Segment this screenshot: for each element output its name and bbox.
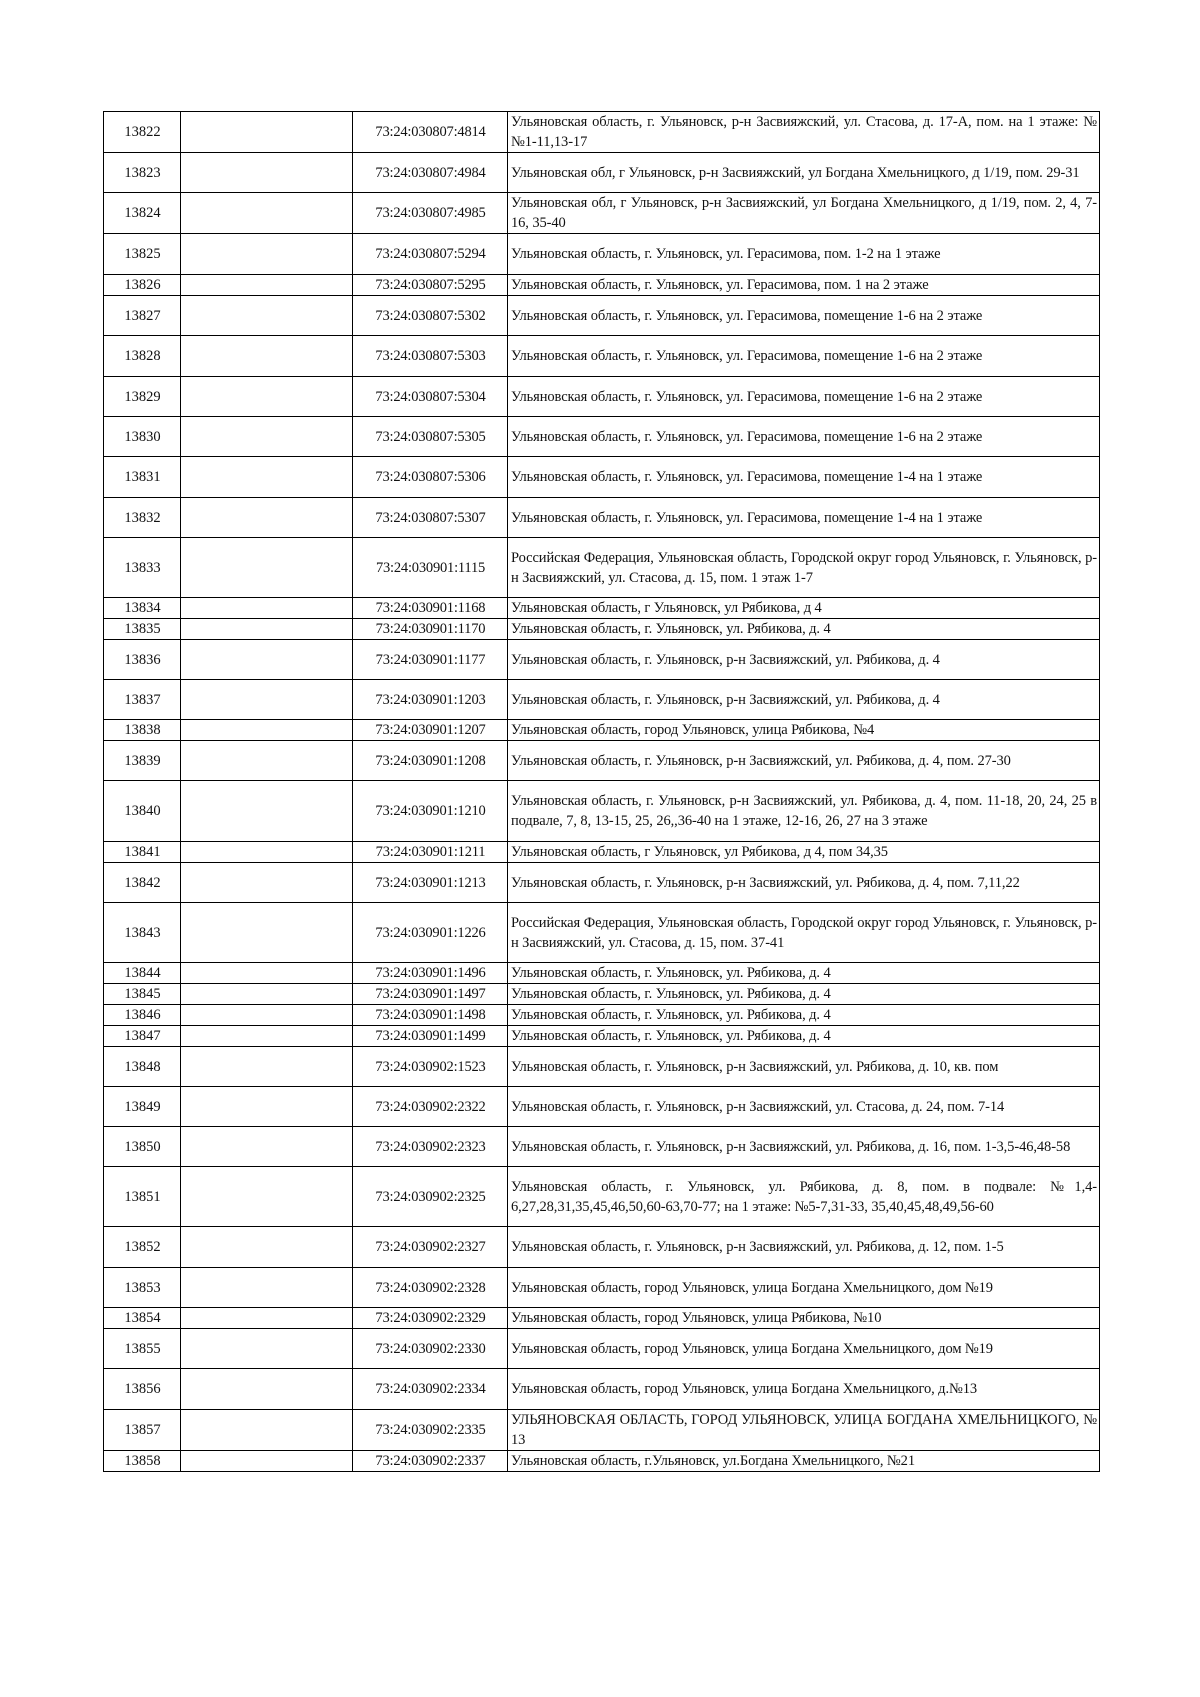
cadastral-number-cell: 73:24:030807:4984 — [353, 153, 508, 193]
row-number-cell: 13849 — [104, 1087, 181, 1127]
address-cell: Ульяновская область, г. Ульяновск, ул. Рябикова, д. 4 — [508, 1005, 1100, 1026]
cadastral-number-cell: 73:24:030901:1207 — [353, 720, 508, 741]
cadastral-number-cell: 73:24:030902:2330 — [353, 1329, 508, 1369]
row-number-cell: 13846 — [104, 1005, 181, 1026]
row-number-cell: 13832 — [104, 498, 181, 538]
cadastral-number-cell: 73:24:030807:5307 — [353, 498, 508, 538]
owner-cell — [181, 377, 353, 417]
cadastral-number-cell: 73:24:030901:1170 — [353, 619, 508, 640]
cadastral-number-cell: 73:24:030807:5305 — [353, 417, 508, 457]
owner-cell — [181, 1268, 353, 1308]
owner-cell — [181, 1369, 353, 1410]
address-cell: Ульяновская область, город Ульяновск, улица Рябикова, №10 — [508, 1308, 1100, 1329]
owner-cell — [181, 1410, 353, 1451]
row-number-cell: 13834 — [104, 598, 181, 619]
table-row — [104, 193, 1100, 234]
row-number-cell: 13835 — [104, 619, 181, 640]
table-row — [104, 741, 1100, 781]
owner-cell — [181, 417, 353, 457]
table-row — [104, 234, 1100, 275]
row-number-cell: 13825 — [104, 234, 181, 275]
table-row — [104, 417, 1100, 457]
table-row — [104, 538, 1100, 598]
row-number-cell: 13847 — [104, 1026, 181, 1047]
table-row — [104, 498, 1100, 538]
owner-cell — [181, 1047, 353, 1087]
owner-cell — [181, 1227, 353, 1268]
table-row — [104, 680, 1100, 720]
row-number-cell: 13831 — [104, 457, 181, 498]
address-cell: Ульяновская область, город Ульяновск, улица Рябикова, №4 — [508, 720, 1100, 741]
owner-cell — [181, 1167, 353, 1227]
table-row — [104, 984, 1100, 1005]
address-cell: Ульяновская область, г. Ульяновск, р-н Засвияжский, ул. Рябикова, д. 4 — [508, 640, 1100, 680]
address-cell: Ульяновская область, город Ульяновск, улица Богдана Хмельницкого, дом №19 — [508, 1329, 1100, 1369]
cadastral-number-cell: 73:24:030901:1496 — [353, 963, 508, 984]
owner-cell — [181, 1087, 353, 1127]
row-number-cell: 13857 — [104, 1410, 181, 1451]
owner-cell — [181, 336, 353, 377]
owner-cell — [181, 963, 353, 984]
cadastral-number-cell: 73:24:030902:2323 — [353, 1127, 508, 1167]
row-number-cell: 13841 — [104, 842, 181, 863]
address-cell: Ульяновская область, г. Ульяновск, ул. Герасимова, помещение 1-6 на 2 этаже — [508, 417, 1100, 457]
address-cell: Ульяновская область, г. Ульяновск, ул. Герасимова, помещение 1-6 на 2 этаже — [508, 377, 1100, 417]
row-number-cell: 13839 — [104, 741, 181, 781]
table-row — [104, 1167, 1100, 1227]
address-cell: Ульяновская обл, г Ульяновск, р-н Засвияжский, ул Богдана Хмельницкого, д 1/19, пом. 2, 4, 7-16, 35-40 — [508, 193, 1100, 234]
address-cell: Ульяновская область, г. Ульяновск, ул. Рябикова, д. 4 — [508, 963, 1100, 984]
row-number-cell: 13858 — [104, 1451, 181, 1472]
cadastral-number-cell: 73:24:030901:1203 — [353, 680, 508, 720]
owner-cell — [181, 863, 353, 903]
table-row — [104, 1268, 1100, 1308]
table-row — [104, 275, 1100, 296]
row-number-cell: 13848 — [104, 1047, 181, 1087]
owner-cell — [181, 741, 353, 781]
table-row — [104, 1087, 1100, 1127]
owner-cell — [181, 538, 353, 598]
address-cell: Ульяновская область, г Ульяновск, ул Рябикова, д 4 — [508, 598, 1100, 619]
address-cell: Ульяновская область, г. Ульяновск, ул. Герасимова, помещение 1-6 на 2 этаже — [508, 296, 1100, 336]
row-number-cell: 13838 — [104, 720, 181, 741]
owner-cell — [181, 842, 353, 863]
address-cell: Ульяновская область, г. Ульяновск, ул. Рябикова, д. 4 — [508, 984, 1100, 1005]
table-row — [104, 153, 1100, 193]
owner-cell — [181, 1005, 353, 1026]
address-cell: Ульяновская область, г. Ульяновск, ул. Герасимова, пом. 1-2 на 1 этаже — [508, 234, 1100, 275]
table-row — [104, 863, 1100, 903]
address-cell: Ульяновская область, г. Ульяновск, р-н Засвияжский, ул. Стасова, д. 17-А, пом. на 1 этаже: №№1-11,13-17 — [508, 112, 1100, 153]
address-cell: Ульяновская область, г Ульяновск, ул Рябикова, д 4, пом 34,35 — [508, 842, 1100, 863]
owner-cell — [181, 1329, 353, 1369]
address-cell: Ульяновская область, г. Ульяновск, ул. Рябикова, д. 4 — [508, 619, 1100, 640]
cadastral-number-cell: 73:24:030902:2328 — [353, 1268, 508, 1308]
cadastral-number-cell: 73:24:030902:2327 — [353, 1227, 508, 1268]
cadastral-number-cell: 73:24:030902:2322 — [353, 1087, 508, 1127]
address-cell: Ульяновская область, г. Ульяновск, р-н Засвияжский, ул. Рябикова, д. 4, пом. 7,11,22 — [508, 863, 1100, 903]
row-number-cell: 13836 — [104, 640, 181, 680]
owner-cell — [181, 498, 353, 538]
cadastral-number-cell: 73:24:030807:5303 — [353, 336, 508, 377]
owner-cell — [181, 984, 353, 1005]
row-number-cell: 13856 — [104, 1369, 181, 1410]
table-row — [104, 598, 1100, 619]
address-cell: Ульяновская обл, г Ульяновск, р-н Засвияжский, ул Богдана Хмельницкого, д 1/19, пом. 29-31 — [508, 153, 1100, 193]
row-number-cell: 13844 — [104, 963, 181, 984]
owner-cell — [181, 1451, 353, 1472]
cadastral-number-cell: 73:24:030901:1498 — [353, 1005, 508, 1026]
owner-cell — [181, 640, 353, 680]
owner-cell — [181, 153, 353, 193]
owner-cell — [181, 234, 353, 275]
table-row — [104, 377, 1100, 417]
row-number-cell: 13854 — [104, 1308, 181, 1329]
cadastral-number-cell: 73:24:030807:5306 — [353, 457, 508, 498]
address-cell: Российская Федерация, Ульяновская область, Городской округ город Ульяновск, г. Ульяновск, р-н Засвияжский, ул. Стасова, д. 15, пом. 1 этаж 1-7 — [508, 538, 1100, 598]
table-row — [104, 1451, 1100, 1472]
row-number-cell: 13823 — [104, 153, 181, 193]
address-cell: Ульяновская область, г. Ульяновск, р-н Засвияжский, ул. Рябикова, д. 4 — [508, 680, 1100, 720]
table-row — [104, 1369, 1100, 1410]
row-number-cell: 13833 — [104, 538, 181, 598]
owner-cell — [181, 296, 353, 336]
table-row — [104, 1308, 1100, 1329]
cadastral-number-cell: 73:24:030902:2325 — [353, 1167, 508, 1227]
address-cell: Ульяновская область, г. Ульяновск, р-н Засвияжский, ул. Стасова, д. 24, пом. 7-14 — [508, 1087, 1100, 1127]
owner-cell — [181, 457, 353, 498]
row-number-cell: 13826 — [104, 275, 181, 296]
owner-cell — [181, 781, 353, 842]
cadastral-number-cell: 73:24:030901:1168 — [353, 598, 508, 619]
owner-cell — [181, 598, 353, 619]
owner-cell — [181, 193, 353, 234]
address-cell: УЛЬЯНОВСКАЯ ОБЛАСТЬ, ГОРОД УЛЬЯНОВСК, УЛИЦА БОГДАНА ХМЕЛЬНИЦКОГО, № 13 — [508, 1410, 1100, 1451]
cadastral-number-cell: 73:24:030807:4814 — [353, 112, 508, 153]
row-number-cell: 13828 — [104, 336, 181, 377]
address-cell: Ульяновская область, г.Ульяновск, ул.Богдана Хмельницкого, №21 — [508, 1451, 1100, 1472]
row-number-cell: 13850 — [104, 1127, 181, 1167]
cadastral-number-cell: 73:24:030902:2329 — [353, 1308, 508, 1329]
address-cell: Ульяновская область, город Ульяновск, улица Богдана Хмельницкого, д.№13 — [508, 1369, 1100, 1410]
owner-cell — [181, 680, 353, 720]
cadastral-number-cell: 73:24:030807:5302 — [353, 296, 508, 336]
table-row — [104, 1047, 1100, 1087]
cadastral-number-cell: 73:24:030807:5304 — [353, 377, 508, 417]
table-row — [104, 1127, 1100, 1167]
owner-cell — [181, 619, 353, 640]
table-row — [104, 457, 1100, 498]
address-cell: Ульяновская область, г. Ульяновск, ул. Рябикова, д. 4 — [508, 1026, 1100, 1047]
table-row — [104, 1227, 1100, 1268]
cadastral-number-cell: 73:24:030807:5294 — [353, 234, 508, 275]
cadastral-number-cell: 73:24:030901:1208 — [353, 741, 508, 781]
address-cell: Ульяновская область, г. Ульяновск, ул. Герасимова, пом. 1 на 2 этаже — [508, 275, 1100, 296]
row-number-cell: 13852 — [104, 1227, 181, 1268]
row-number-cell: 13829 — [104, 377, 181, 417]
row-number-cell: 13822 — [104, 112, 181, 153]
row-number-cell: 13855 — [104, 1329, 181, 1369]
cadastral-number-cell: 73:24:030901:1226 — [353, 903, 508, 963]
owner-cell — [181, 1127, 353, 1167]
address-cell: Ульяновская область, г. Ульяновск, ул. Герасимова, помещение 1-6 на 2 этаже — [508, 336, 1100, 377]
row-number-cell: 13842 — [104, 863, 181, 903]
row-number-cell: 13853 — [104, 1268, 181, 1308]
address-cell: Ульяновская область, г. Ульяновск, р-н Засвияжский, ул. Рябикова, д. 12, пом. 1-5 — [508, 1227, 1100, 1268]
table-row — [104, 1410, 1100, 1451]
row-number-cell: 13837 — [104, 680, 181, 720]
cadastral-number-cell: 73:24:030902:2335 — [353, 1410, 508, 1451]
table-row — [104, 781, 1100, 842]
table-row — [104, 963, 1100, 984]
address-cell: Российская Федерация, Ульяновская область, Городской округ город Ульяновск, г. Ульяновск, р-н Засвияжский, ул. Стасова, д. 15, пом. 37-41 — [508, 903, 1100, 963]
table-row — [104, 903, 1100, 963]
cadastral-number-cell: 73:24:030901:1497 — [353, 984, 508, 1005]
address-cell: Ульяновская область, г. Ульяновск, ул. Герасимова, помещение 1-4 на 1 этаже — [508, 498, 1100, 538]
registry-body — [104, 112, 1100, 1472]
cadastral-number-cell: 73:24:030902:2334 — [353, 1369, 508, 1410]
address-cell: Ульяновская область, г. Ульяновск, р-н Засвияжский, ул. Рябикова, д. 4, пом. 27-30 — [508, 741, 1100, 781]
owner-cell — [181, 903, 353, 963]
table-row — [104, 842, 1100, 863]
owner-cell — [181, 275, 353, 296]
cadastral-number-cell: 73:24:030902:1523 — [353, 1047, 508, 1087]
cadastral-number-cell: 73:24:030902:2337 — [353, 1451, 508, 1472]
table-row — [104, 112, 1100, 153]
cadastral-number-cell: 73:24:030901:1499 — [353, 1026, 508, 1047]
table-row — [104, 1026, 1100, 1047]
cadastral-number-cell: 73:24:030901:1115 — [353, 538, 508, 598]
address-cell: Ульяновская область, г. Ульяновск, р-н Засвияжский, ул. Рябикова, д. 16, пом. 1-3,5-46,48-58 — [508, 1127, 1100, 1167]
row-number-cell: 13830 — [104, 417, 181, 457]
owner-cell — [181, 1026, 353, 1047]
row-number-cell: 13851 — [104, 1167, 181, 1227]
cadastral-number-cell: 73:24:030901:1211 — [353, 842, 508, 863]
address-cell: Ульяновская область, г. Ульяновск, ул. Рябикова, д. 8, пом. в подвале: №1,4-6,27,28,31,35,45,46,50,60-63,70-77; на 1 этаже: №5-7,31-33, 35,40,45,48,49,56-60 — [508, 1167, 1100, 1227]
cadastral-number-cell: 73:24:030901:1213 — [353, 863, 508, 903]
row-number-cell: 13827 — [104, 296, 181, 336]
cadastral-number-cell: 73:24:030807:5295 — [353, 275, 508, 296]
row-number-cell: 13845 — [104, 984, 181, 1005]
table-row — [104, 1329, 1100, 1369]
table-row — [104, 619, 1100, 640]
cadastral-number-cell: 73:24:030807:4985 — [353, 193, 508, 234]
cadastral-number-cell: 73:24:030901:1210 — [353, 781, 508, 842]
row-number-cell: 13840 — [104, 781, 181, 842]
table-row — [104, 640, 1100, 680]
address-cell: Ульяновская область, город Ульяновск, улица Богдана Хмельницкого, дом №19 — [508, 1268, 1100, 1308]
owner-cell — [181, 720, 353, 741]
table-row — [104, 336, 1100, 377]
table-row — [104, 296, 1100, 336]
address-cell: Ульяновская область, г. Ульяновск, р-н Засвияжский, ул. Рябикова, д. 4, пом. 11-18, 20, 24, 25 в подвале, 7, 8, 13-15, 25, 26,,36-40 на 1 этаже, 12-16, 26, 27 на 3 этаже — [508, 781, 1100, 842]
address-cell: Ульяновская область, г. Ульяновск, р-н Засвияжский, ул. Рябикова, д. 10, кв. пом — [508, 1047, 1100, 1087]
property-registry-table — [103, 111, 1100, 1472]
owner-cell — [181, 1308, 353, 1329]
table-row — [104, 720, 1100, 741]
row-number-cell: 13824 — [104, 193, 181, 234]
table-row — [104, 1005, 1100, 1026]
cadastral-number-cell: 73:24:030901:1177 — [353, 640, 508, 680]
owner-cell — [181, 112, 353, 153]
row-number-cell: 13843 — [104, 903, 181, 963]
address-cell: Ульяновская область, г. Ульяновск, ул. Герасимова, помещение 1-4 на 1 этаже — [508, 457, 1100, 498]
